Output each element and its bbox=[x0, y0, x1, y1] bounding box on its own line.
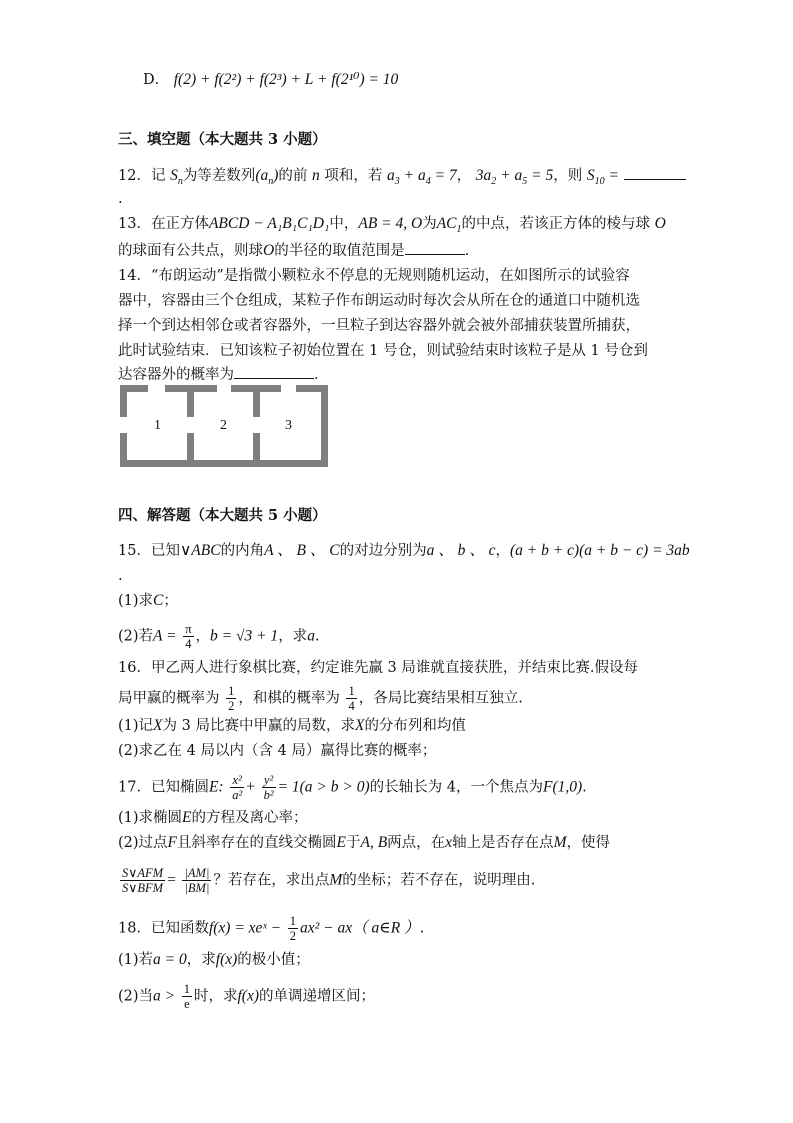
text: (2)当 bbox=[118, 988, 154, 1005]
text: 轴上是否存在点 bbox=[452, 835, 554, 851]
text: 的坐标；若不存在，说明理由. bbox=[342, 872, 536, 889]
numerator: 1 bbox=[289, 914, 296, 928]
text: 局甲赢的概率为 bbox=[118, 690, 220, 707]
numerator: 1 bbox=[348, 684, 355, 698]
text: 于 bbox=[345, 835, 361, 851]
question-16-line-2 bbox=[118, 684, 523, 713]
text: (1)记 bbox=[118, 718, 154, 734]
angle-a: A = bbox=[153, 627, 177, 645]
numerator: |AM| bbox=[184, 866, 210, 880]
question-17-line-1 bbox=[118, 773, 587, 802]
room-label-3: 3 bbox=[285, 418, 292, 433]
text: 的方程及离心率； bbox=[191, 810, 308, 826]
partition bbox=[253, 385, 260, 417]
question-15-part-2 bbox=[118, 622, 320, 651]
equation: = 1(a > b > 0) bbox=[277, 778, 370, 796]
question-16-line-1: 16．甲乙两人进行象棋比赛，约定谁先赢 3 局谁就直接获胜，并结束比赛.假设每 bbox=[118, 660, 639, 676]
text: 达容器外的概率为 bbox=[118, 367, 234, 383]
equals: = bbox=[167, 871, 176, 889]
section-4-title: 四、解答题（本大题共 5 小题） bbox=[118, 507, 327, 524]
point-m: M bbox=[329, 871, 343, 889]
text: 已知 bbox=[150, 543, 180, 559]
cube-name: ABCD − A₁B₁C₁D₁ bbox=[208, 215, 330, 232]
numerator: π bbox=[185, 622, 192, 636]
question-14-line-1: 14．“布朗运动”是指微小颗粒永不停息的无规则随机运动，在如图所示的试验容 bbox=[118, 268, 630, 284]
text: 已知函数 bbox=[150, 920, 209, 937]
text: 的分布列和均值 bbox=[364, 718, 466, 734]
sphere-center: O bbox=[263, 242, 275, 259]
text: ，和棋的概率为 bbox=[238, 690, 340, 707]
text: ，则 bbox=[553, 168, 583, 184]
sequence-symbol: $(a_n)$ bbox=[255, 167, 279, 188]
text: . bbox=[419, 920, 425, 937]
question-15-tail: . bbox=[118, 568, 123, 584]
question-number: 17． bbox=[118, 779, 151, 796]
denominator: 4 bbox=[185, 637, 192, 651]
variable-n: n bbox=[312, 167, 320, 184]
denominator: 4 bbox=[348, 699, 355, 713]
question-13-line-2 bbox=[118, 240, 479, 261]
equation: (a + b + c)(a + b − c) = 3ab bbox=[509, 542, 690, 559]
question-number: 15． bbox=[118, 543, 151, 559]
target-sum: $S_{10}$ = bbox=[586, 167, 619, 188]
variable-x: X bbox=[153, 717, 163, 734]
question-14-line-4: 此时试验结束．已知该粒子初始位置在 1 号仓，则试验结束时该粒子是从 1 号仓到 bbox=[118, 343, 648, 359]
function-part-2: ax² − ax（ a∈R ） bbox=[300, 919, 420, 937]
fraction bbox=[183, 622, 193, 651]
text: 的半径的取值范围是 bbox=[274, 243, 405, 259]
sphere-center: O bbox=[654, 215, 666, 232]
text: (1)若 bbox=[118, 952, 154, 968]
question-15-line-1 bbox=[118, 541, 690, 561]
question-15-part-1 bbox=[118, 591, 178, 611]
fraction bbox=[226, 684, 236, 713]
question-number: 12． bbox=[118, 168, 151, 184]
partition bbox=[187, 385, 194, 417]
fraction bbox=[346, 684, 356, 713]
text: 已知椭圆 bbox=[150, 779, 209, 796]
numerator: S∨AFM bbox=[122, 866, 164, 880]
function: f(x) bbox=[237, 987, 260, 1005]
text: (1)求 bbox=[118, 593, 154, 609]
text: 为 3 局比赛中甲赢的局数，求 bbox=[162, 718, 355, 734]
numerator: x² bbox=[230, 773, 244, 788]
triangle: ∨ABC bbox=[179, 542, 221, 559]
variable-x: X bbox=[354, 717, 365, 734]
ellipse-name: E bbox=[336, 834, 346, 851]
text: 为等差数列 bbox=[182, 168, 256, 184]
question-18-part-1 bbox=[118, 950, 310, 970]
answer-blank[interactable] bbox=[624, 165, 686, 180]
denominator: |BM| bbox=[184, 881, 210, 895]
angles: A 、 B 、 C bbox=[264, 542, 340, 559]
question-17-part-1 bbox=[118, 808, 308, 828]
denominator: 2 bbox=[289, 929, 296, 943]
question-17-part-2 bbox=[118, 833, 610, 853]
points-ab: A, B bbox=[360, 834, 388, 851]
text: . bbox=[582, 779, 587, 796]
denominator: b² bbox=[263, 788, 274, 802]
equals: = bbox=[608, 167, 619, 184]
text: . bbox=[314, 628, 320, 645]
brownian-container-figure bbox=[120, 385, 328, 467]
answer-blank[interactable] bbox=[405, 240, 465, 255]
option-d-label: D． bbox=[143, 72, 170, 88]
text: 的前 bbox=[278, 168, 308, 184]
text: (2)若 bbox=[118, 628, 154, 645]
diagonal: $AC_1$ bbox=[436, 215, 462, 236]
answer-blank[interactable] bbox=[234, 364, 314, 379]
section-3-title: 三、填空题（本大题共 3 小题） bbox=[118, 131, 327, 148]
question-14-line-3: 择一个到达相邻仓或者容器外，一旦粒子到达容器外就会被外部捕获装置所捕获， bbox=[118, 318, 640, 334]
wall bbox=[120, 385, 127, 417]
room-label-2: 2 bbox=[220, 418, 227, 433]
question-12 bbox=[118, 165, 686, 186]
question-18-line-1 bbox=[118, 914, 424, 943]
question-16-part-2: (2)求乙在 4 局以内（含 4 局）赢得比赛的概率； bbox=[118, 743, 437, 759]
plus: + bbox=[246, 778, 255, 796]
variable: C bbox=[153, 592, 164, 609]
room-label-1: 1 bbox=[154, 418, 161, 433]
wall bbox=[321, 385, 328, 467]
focus: F(1,0) bbox=[542, 778, 583, 796]
sides: a 、 b 、 c bbox=[426, 542, 496, 559]
numerator: 1 bbox=[183, 982, 190, 996]
denominator: S∨BFM bbox=[122, 881, 164, 895]
text: 的长轴长为 4，一个焦点为 bbox=[369, 779, 543, 796]
text: ，求 bbox=[186, 952, 216, 968]
denominator: a² bbox=[232, 788, 243, 802]
function: f(x) bbox=[215, 951, 238, 968]
text: 的对边分别为 bbox=[339, 543, 427, 559]
ellipse-name: E bbox=[182, 809, 192, 826]
text: ； bbox=[163, 593, 178, 609]
text: ？若存在，求出点 bbox=[213, 872, 330, 889]
area-ratio bbox=[120, 866, 165, 895]
text: (1)求椭圆 bbox=[118, 810, 183, 826]
question-number: 13． bbox=[118, 216, 151, 232]
text: ， bbox=[456, 168, 472, 184]
condition: a > bbox=[153, 987, 176, 1005]
numerator: y² bbox=[262, 773, 276, 788]
denominator: e bbox=[184, 997, 190, 1011]
text: ，使得 bbox=[566, 835, 610, 851]
text: 且斜率存在的直线交椭圆 bbox=[177, 835, 337, 851]
text: 的球面有公共点，则球 bbox=[118, 243, 263, 259]
variable: a bbox=[307, 627, 315, 645]
text: 在正方体 bbox=[150, 216, 209, 232]
text: ，各局比赛结果相互独立. bbox=[358, 690, 523, 707]
text: 项和，若 bbox=[324, 168, 383, 184]
question-13-line-1 bbox=[118, 214, 666, 234]
text: 的单调递增区间； bbox=[259, 988, 376, 1005]
fraction bbox=[288, 914, 298, 943]
text: ，求 bbox=[278, 628, 308, 645]
length-ratio bbox=[182, 866, 211, 895]
condition-1: $a_3 + a_4 = 7$ bbox=[386, 167, 457, 188]
text: 记 bbox=[150, 168, 166, 184]
condition-2-value: = 5 bbox=[531, 167, 554, 184]
question-number: 18． bbox=[118, 920, 151, 937]
question-12-tail: . bbox=[118, 191, 123, 207]
numerator: 1 bbox=[228, 684, 235, 698]
question-17-ratio-line bbox=[118, 866, 535, 895]
text: ． bbox=[464, 243, 480, 259]
text: 两点，在 bbox=[387, 835, 446, 851]
wall bbox=[120, 460, 328, 467]
condition: a = 0 bbox=[153, 951, 187, 968]
text: 时，求 bbox=[194, 988, 238, 1005]
point-m: M bbox=[553, 834, 567, 851]
text: 为 bbox=[422, 216, 437, 232]
ellipse-name: E: bbox=[208, 778, 224, 796]
condition-2: $3a_2 + a_5 = 5$ bbox=[475, 167, 554, 188]
text: 中， bbox=[329, 216, 359, 232]
text: 的极小值； bbox=[237, 952, 310, 968]
question-16-part-1 bbox=[118, 716, 466, 736]
denominator: 2 bbox=[228, 699, 235, 713]
question-14-line-2: 器中，容器由三个仓组成，某粒子作布朗运动时每次会从所在仓的通道口中随机选 bbox=[118, 293, 640, 309]
option-d bbox=[143, 70, 398, 90]
fraction bbox=[182, 982, 192, 1011]
condition-1-value: = 7 bbox=[434, 167, 457, 184]
text: ， bbox=[195, 628, 210, 645]
fraction bbox=[230, 773, 244, 802]
x-axis: x bbox=[445, 834, 453, 851]
question-18-part-2 bbox=[118, 982, 375, 1011]
condition: AB = 4, O bbox=[358, 215, 423, 232]
text: 的内角 bbox=[220, 543, 265, 559]
focus: F bbox=[167, 834, 178, 851]
text: (2)过点 bbox=[118, 835, 168, 851]
text: ， bbox=[495, 543, 510, 559]
fraction bbox=[262, 773, 276, 802]
option-d-expression: f(2) + f(2²) + f(2³) + L + f(2¹⁰) = 10 bbox=[173, 71, 399, 88]
side-b: b = √3 + 1 bbox=[210, 627, 279, 645]
text: 的中点，若该正方体的棱与球 bbox=[461, 216, 651, 232]
function-part-1: f(x) = xeˣ − bbox=[208, 919, 282, 937]
text: ． bbox=[314, 367, 329, 383]
sum-symbol: $S_n$ bbox=[170, 167, 183, 188]
question-14-line-5 bbox=[118, 364, 329, 385]
